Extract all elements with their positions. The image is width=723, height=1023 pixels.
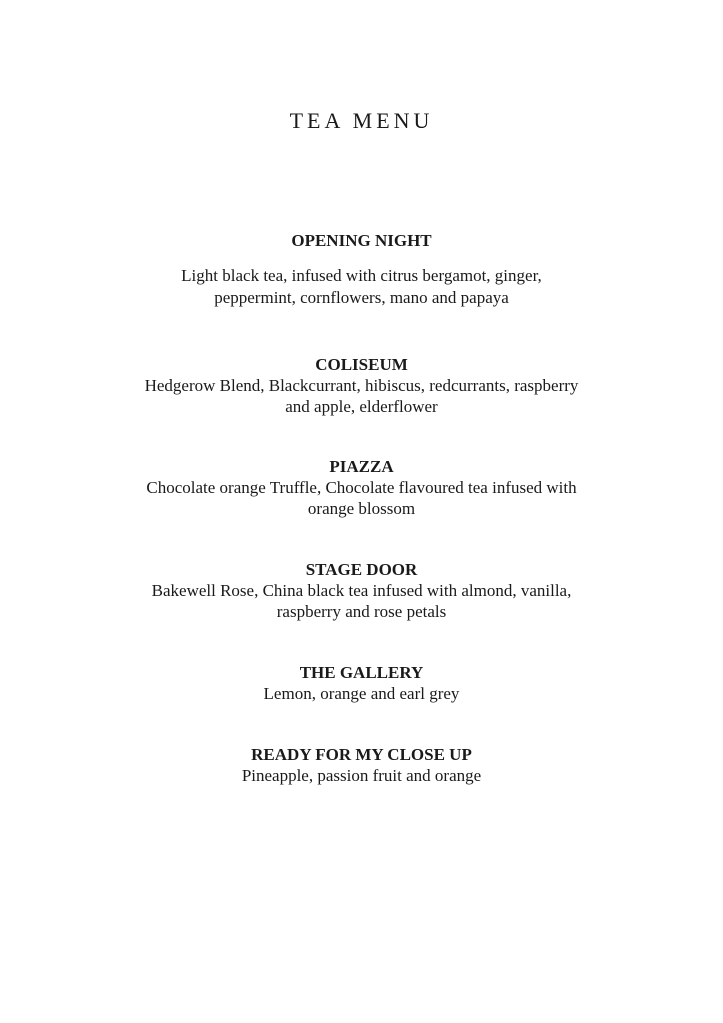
- menu-item-name: READY FOR MY CLOSE UP: [251, 745, 472, 764]
- menu-item-stage-door: [60, 559, 663, 622]
- menu-item-name: PIAZZA: [329, 457, 394, 476]
- menu-item-description-line: raspberry and rose petals: [276, 602, 447, 621]
- menu-item-description-line: Pineapple, passion fruit and orange: [241, 766, 482, 785]
- menu-item-name: STAGE DOOR: [305, 560, 418, 579]
- page-title: TEA MENU: [289, 108, 434, 133]
- menu-item-name: OPENING NIGHT: [291, 231, 432, 250]
- menu-item-name: THE GALLERY: [299, 663, 424, 682]
- menu-item-description-line: orange blossom: [307, 499, 416, 518]
- menu-item-piazza: [60, 456, 663, 519]
- menu-item-description-line: Light black tea, infused with citrus bergamot, ginger,: [181, 266, 542, 285]
- menu-item-opening-night: [60, 230, 663, 309]
- menu-item-description-line: Lemon, orange and earl grey: [263, 684, 460, 703]
- menu-item-name: COLISEUM: [315, 355, 408, 374]
- menu-item-description-line: Hedgerow Blend, Blackcurrant, hibiscus, redcurrants, raspberry: [144, 376, 579, 395]
- menu-item-description-line: peppermint, cornflowers, mano and papaya: [214, 288, 509, 307]
- menu-item-description-line: Chocolate orange Truffle, Chocolate flavoured tea infused with: [146, 478, 577, 497]
- menu-item-ready-for-my-close-up: [60, 744, 663, 786]
- menu-item-the-gallery: [60, 662, 663, 704]
- menu-item-description-line: and apple, elderflower: [285, 397, 438, 416]
- menu-item-description-line: Bakewell Rose, China black tea infused with almond, vanilla,: [151, 581, 572, 600]
- menu-item-coliseum: [60, 354, 663, 417]
